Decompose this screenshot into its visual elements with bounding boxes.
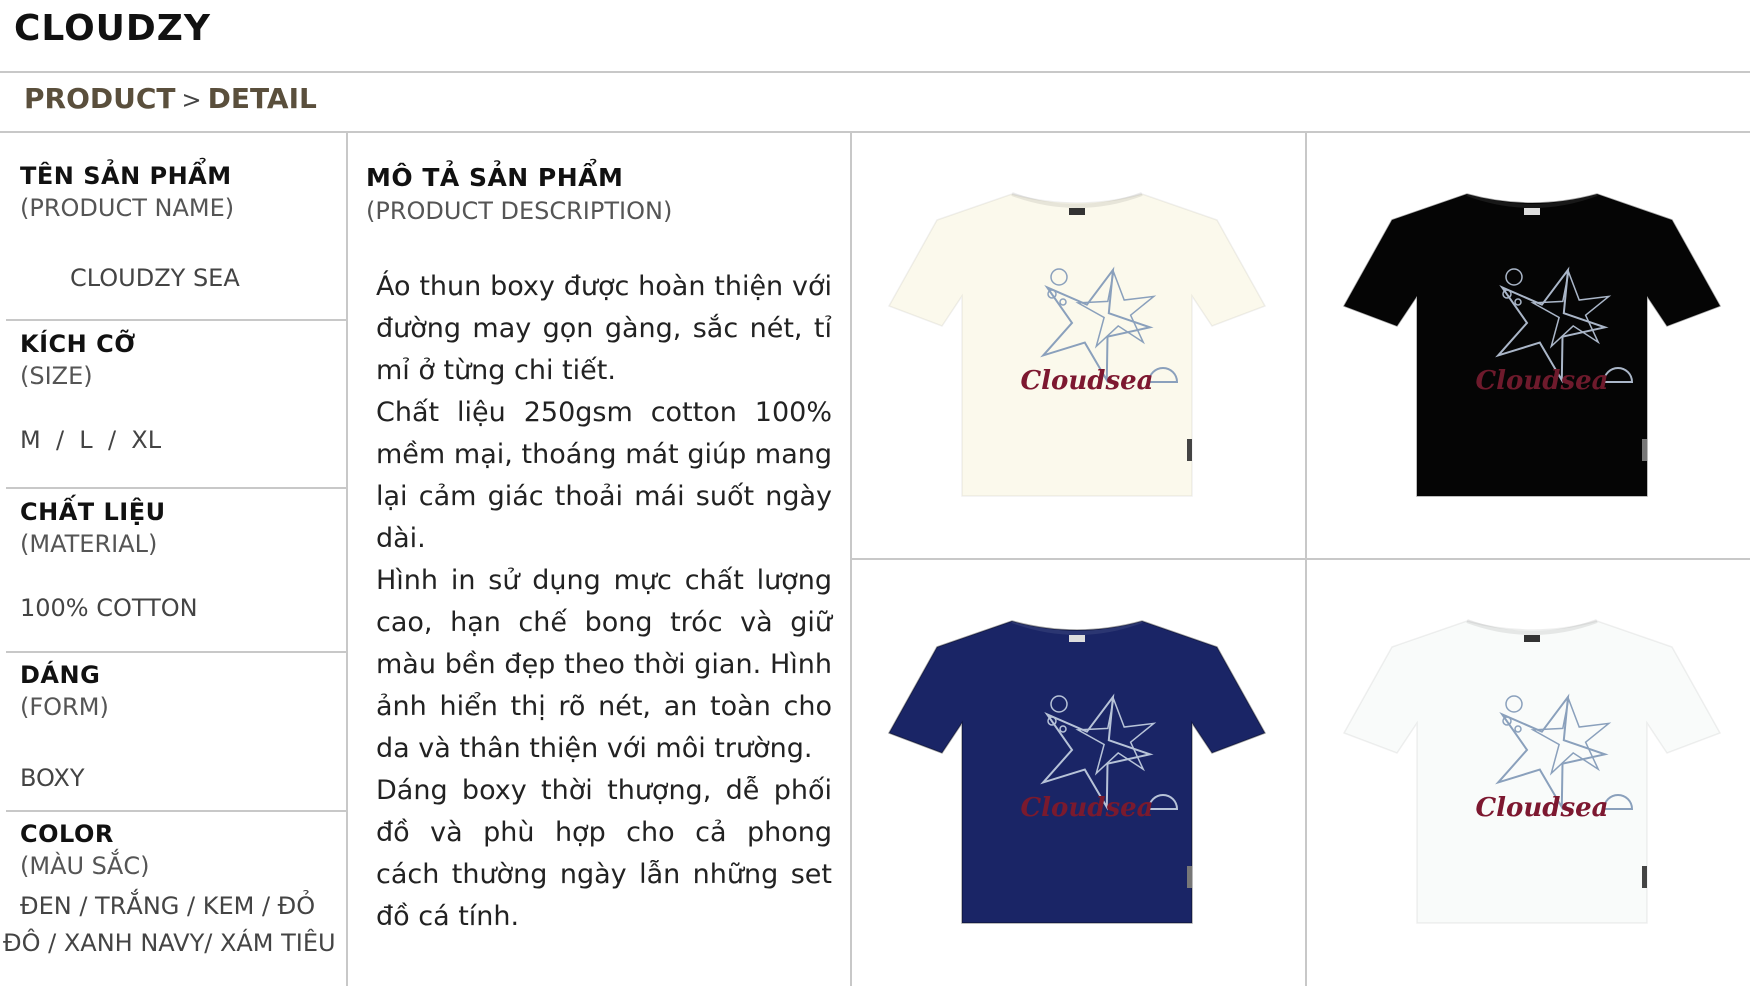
description-subtitle: (PRODUCT DESCRIPTION): [366, 197, 673, 225]
header-divider: [0, 71, 1750, 73]
spec-size-subtitle: (SIZE): [20, 362, 93, 390]
breadcrumb-product-link[interactable]: PRODUCT: [24, 82, 176, 115]
spec-divider: [6, 810, 346, 812]
product-image-black[interactable]: [1307, 134, 1750, 554]
description-title: MÔ TẢ SẢN PHẨM: [366, 163, 624, 192]
print-text: Cloudsea: [1020, 793, 1154, 823]
breadcrumb: [24, 82, 317, 115]
spec-color: [20, 818, 342, 882]
print-text: Cloudsea: [1020, 366, 1154, 396]
side-tag: [1187, 439, 1192, 461]
brand-logo[interactable]: CLOUDZY: [14, 8, 211, 49]
spec-product-name-title: TÊN SẢN PHẨM: [20, 162, 232, 190]
neck-label: [1069, 635, 1085, 642]
spec-product-name-subtitle: (PRODUCT NAME): [20, 194, 235, 222]
side-tag: [1642, 439, 1647, 461]
description-paragraph: Dáng boxy thời thượng, dễ phối đồ và phù hợp cho cả phong cách thường ngày lẫn những set đồ cá tính.: [376, 775, 832, 932]
breadcrumb-current: DETAIL: [207, 82, 317, 115]
spec-product-name: [20, 160, 342, 224]
spec-form-subtitle: (FORM): [20, 693, 109, 721]
spec-color-subtitle: (MÀU SẮC): [20, 852, 150, 880]
spec-form-title: DÁNG: [20, 661, 101, 689]
spec-divider: [6, 487, 346, 489]
spec-divider: [6, 651, 346, 653]
description-paragraph: Hình in sử dụng mực chất lượng cao, hạn chế bong tróc và giữ màu bền đẹp theo thời gian. Hình ảnh hiển thị rõ nét, an toàn cho da và thân thiện với môi trường.: [376, 565, 832, 764]
specs-column-divider: [346, 132, 348, 986]
neck-label: [1069, 208, 1085, 215]
spec-material-title: CHẤT LIỆU: [20, 498, 166, 526]
spec-material-subtitle: (MATERIAL): [20, 530, 158, 558]
tshirt-image: [1342, 611, 1722, 931]
spec-divider: [6, 319, 346, 321]
neck-label: [1524, 208, 1540, 215]
breadcrumb-divider: [0, 131, 1750, 133]
spec-form-value: BOXY: [20, 764, 85, 792]
description-paragraph: Áo thun boxy được hoàn thiện với đường may gọn gàng, sắc nét, tỉ mỉ ở từng chi tiết.: [376, 271, 832, 386]
spec-size-title: KÍCH CỠ: [20, 330, 136, 358]
spec-size: [20, 328, 342, 392]
tshirt-image: [887, 184, 1267, 504]
spec-color-title: COLOR: [20, 820, 114, 848]
spec-material-value: 100% COTTON: [20, 594, 198, 622]
product-image-white[interactable]: [1307, 561, 1750, 981]
spec-product-name-value: CLOUDZY SEA: [70, 264, 240, 292]
product-image-navy[interactable]: [852, 561, 1302, 981]
breadcrumb-separator: >: [181, 86, 202, 114]
neck-label: [1524, 635, 1540, 642]
spec-material: [20, 496, 342, 560]
spec-color-value-line1: ĐEN / TRẮNG / KEM / ĐỎ: [20, 892, 316, 920]
spec-form: [20, 659, 342, 723]
description-body: [376, 266, 832, 938]
tshirt-image: [1342, 184, 1722, 504]
gallery-row-divider: [851, 558, 1750, 560]
tshirt-image: [887, 611, 1267, 931]
print-text: Cloudsea: [1475, 366, 1609, 396]
spec-color-value-line2: ĐÔ / XANH NAVY/ XÁM TIÊU: [3, 929, 336, 957]
description-paragraph: Chất liệu 250gsm cotton 100% mềm mại, thoáng mát giúp mang lại cảm giác thoải mái suốt ngày dài.: [376, 397, 832, 554]
description-header: [366, 162, 672, 228]
print-text: Cloudsea: [1475, 793, 1609, 823]
side-tag: [1642, 866, 1647, 888]
product-image-cream[interactable]: [852, 134, 1302, 554]
spec-size-value: M / L / XL: [20, 426, 162, 454]
side-tag: [1187, 866, 1192, 888]
